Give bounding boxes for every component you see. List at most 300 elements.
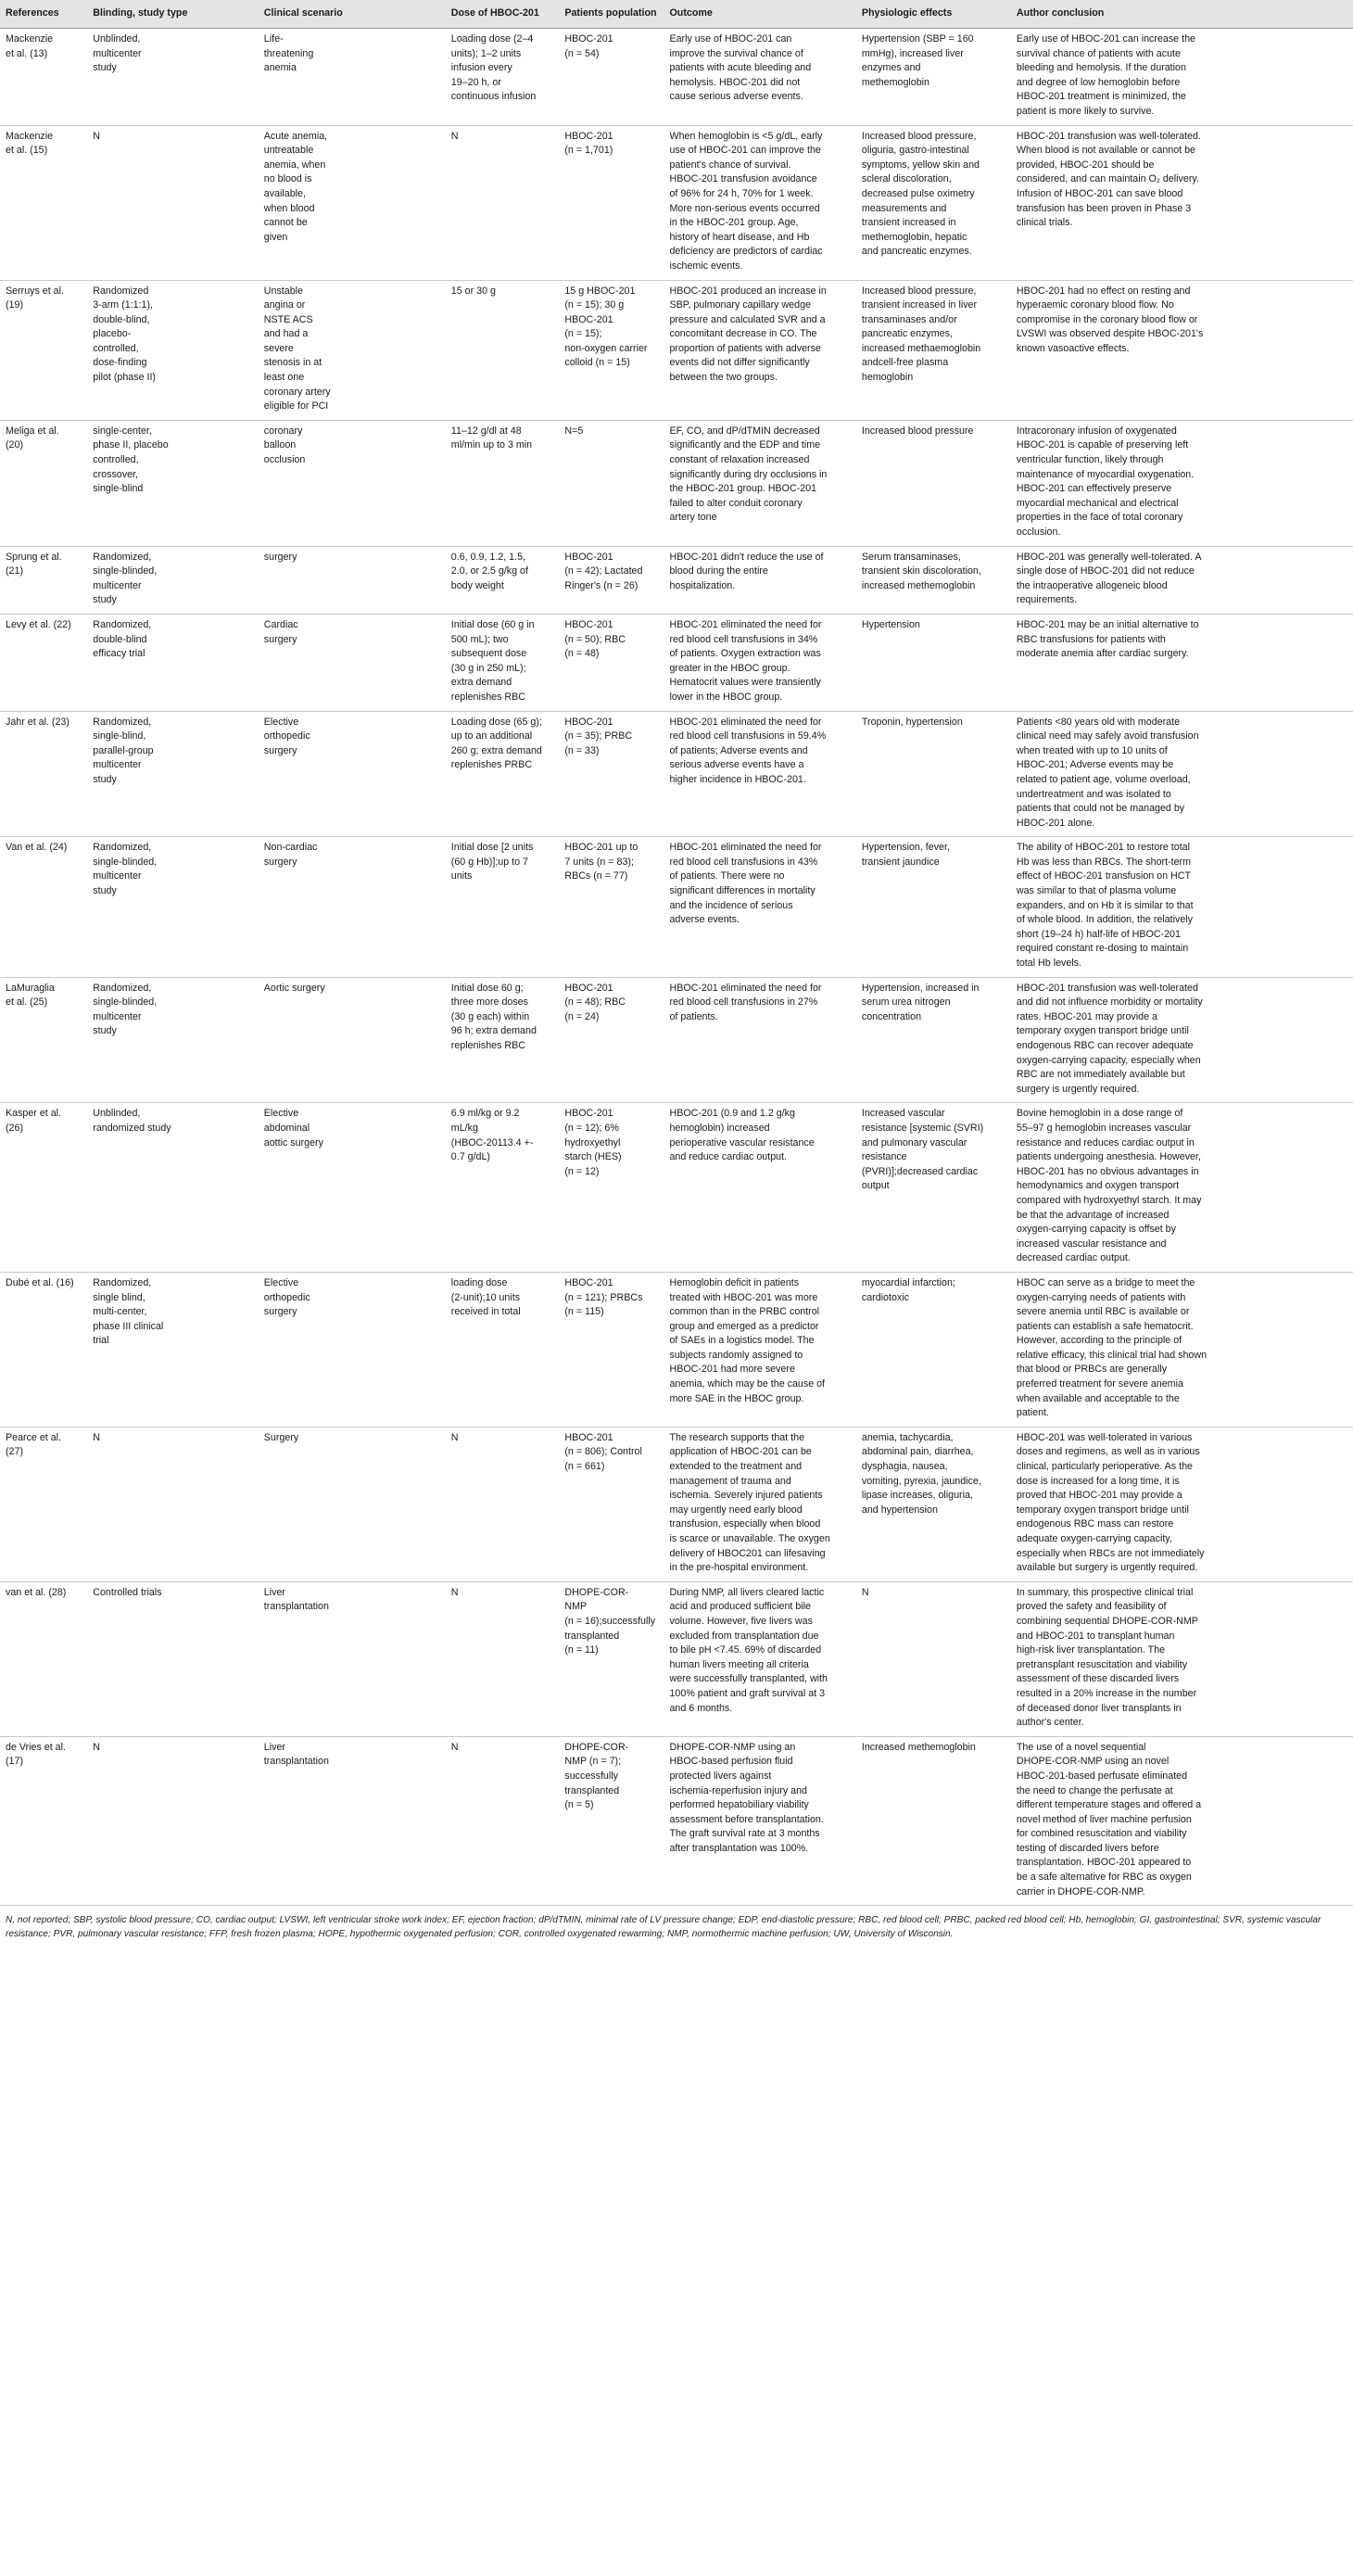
reference-cell — [0, 977, 87, 1103]
cell-text-line: the need to change the perfusate at — [1016, 1784, 1173, 1796]
reference-cell — [0, 1427, 87, 1581]
outcome-cell — [664, 1103, 855, 1273]
cell-text-line: effect of HBOC-201 transfusion on HCT — [1016, 870, 1191, 882]
cell-text-line: hospitalization. — [669, 579, 736, 591]
cell-text-line: During NMP, all livers cleared lactic — [669, 1586, 825, 1598]
cell-text-line: protected livers against — [669, 1770, 772, 1782]
cell-text-line: aottic surgery — [263, 1136, 323, 1148]
cell-text-line: of patients. — [669, 1010, 718, 1022]
cell-text-line: de Vries et al. — [6, 1741, 66, 1753]
cell-text-line: 0.7 g/dL) — [450, 1151, 490, 1163]
blinding-cell — [87, 711, 259, 837]
cell-text-line: The ability of HBOC-201 to restore total — [1016, 842, 1191, 854]
cell-text-line: single-blind, — [93, 730, 146, 742]
cell-text-line: transplantation. HBOC-201 appeared to — [1016, 1857, 1192, 1869]
outcome-cell — [664, 280, 855, 420]
cell-text-line: HBOC-201 eliminated the need for — [669, 982, 822, 994]
cell-text-line: surgery — [263, 744, 297, 756]
cell-text-line: excluded from transplantation due — [669, 1630, 819, 1642]
cell-text-line: HBOC-201; Adverse events may be — [1016, 759, 1174, 771]
cell-text-line: adequate oxygen-carrying capacity, — [1016, 1533, 1172, 1544]
population-cell — [559, 546, 664, 614]
cell-text-line: single blind, — [93, 1291, 145, 1303]
cell-text-line: HBOC-based perfusion fluid — [669, 1756, 793, 1768]
cell-text-line: required constant re-dosing to maintain — [1016, 943, 1189, 955]
cell-text-line: HBOC-201 may be an initial alternative to — [1016, 618, 1199, 630]
cell-text-line: Initial dose [2 units — [450, 842, 534, 854]
table-body — [0, 29, 1353, 1906]
cell-text-line: measurements and — [861, 202, 947, 214]
cell-text-line: transient jaundice — [861, 856, 940, 868]
cell-text-line: considered, and can maintain O₂ delivery. — [1016, 173, 1199, 185]
cell-text-line: single-blinded, — [93, 996, 158, 1009]
cell-text-line: myocardial infarction; — [861, 1276, 955, 1288]
cell-text-line: Infusion of HBOC-201 can save blood — [1016, 187, 1183, 199]
cell-text-line: Increased blood pressure, — [861, 285, 977, 297]
cell-text-line: resulted in a 20% increase in the number — [1016, 1687, 1197, 1699]
cell-text-line: anemia, tachycardia, — [861, 1431, 954, 1443]
clinical-scenario-cell — [259, 614, 446, 711]
cell-text-line: (19) — [6, 299, 24, 311]
cell-text-line: human livers meeting all criteria — [669, 1658, 809, 1670]
cell-text-line: HBOC-201 transfusion avoidance — [669, 173, 817, 185]
cell-text-line: HBOC-201 — [564, 1108, 613, 1120]
cell-text-line: compromise in the coronary blood flow or — [1016, 313, 1198, 325]
reference-cell — [0, 711, 87, 837]
column-header-outcome: Outcome — [664, 0, 855, 29]
cell-text-line: adverse events. — [669, 914, 740, 926]
cell-text-line: units — [450, 870, 473, 882]
cell-text-line: pretransplant resuscitation and viability — [1016, 1658, 1188, 1670]
cell-text-line: HBOC-201 produced an increase in — [669, 285, 827, 297]
cell-text-line: significant differences in mortality — [669, 885, 816, 897]
reference-cell — [0, 280, 87, 420]
table-row — [0, 711, 1353, 837]
cell-text-line: pilot (phase II) — [93, 372, 156, 384]
cell-text-line: increased methaemoglobin — [861, 342, 981, 354]
cell-text-line: assessment of these discarded livers — [1016, 1673, 1180, 1685]
cell-text-line: clinical trials. — [1016, 217, 1073, 229]
cell-text-line: HBOC-201 — [564, 618, 613, 630]
cell-text-line: endogenous RBC can recover adequate — [1016, 1040, 1194, 1051]
cell-text-line: survival chance of patients with acute — [1016, 47, 1181, 59]
cell-text-line: 7 units (n = 83); — [564, 856, 634, 868]
cell-text-line: clinical need may safely avoid transfusion — [1016, 730, 1199, 742]
cell-text-line: efficacy trial — [93, 648, 145, 660]
cell-text-line: of patients. Oxygen extraction was — [669, 648, 821, 660]
cell-text-line: et al. (25) — [6, 996, 48, 1009]
cell-text-line: assessment before transplantation. — [669, 1813, 824, 1825]
cell-text-line: more SAE in the HBOC group. — [669, 1392, 804, 1404]
cell-text-line: be that the advantage of increased — [1016, 1209, 1170, 1221]
reference-cell — [0, 614, 87, 711]
cell-text-line: and reduce cardiac output. — [669, 1151, 788, 1163]
cell-text-line: single-blinded, — [93, 565, 158, 577]
cell-text-line: HBOC-201 transfusion was well-tolerated — [1016, 982, 1198, 994]
author-conclusion-cell — [1011, 1736, 1353, 1906]
table-row — [0, 1103, 1353, 1273]
column-header-population: Patients population — [559, 0, 664, 29]
blinding-cell — [87, 1736, 259, 1906]
clinical-scenario-cell — [259, 420, 446, 546]
outcome-cell — [664, 1581, 855, 1736]
cell-text-line: van et al. (28) — [6, 1586, 67, 1598]
dose-cell — [446, 420, 560, 546]
cell-text-line: higher incidence in HBOC-201. — [669, 773, 806, 785]
cell-text-line: combining sequential DHOPE-COR-NMP — [1016, 1615, 1198, 1627]
cell-text-line: HBOC-201 — [564, 130, 613, 142]
cell-text-line: (n = 54) — [564, 47, 600, 59]
cell-text-line: (n = 661) — [564, 1461, 605, 1473]
cell-text-line: 55–97 g hemoglobin increases vascular — [1016, 1122, 1192, 1134]
cell-text-line: three more doses — [450, 996, 528, 1009]
outcome-cell — [664, 614, 855, 711]
cell-text-line: single dose of HBOC-201 did not reduce — [1016, 565, 1195, 577]
cell-text-line: history of heart disease, and Hb — [669, 231, 810, 243]
blinding-cell — [87, 837, 259, 977]
cell-text-line: 96 h; extra demand — [450, 1025, 537, 1037]
cell-text-line: Jahr et al. (23) — [6, 716, 70, 728]
cell-text-line: HBOC-201 — [564, 551, 613, 563]
table-row — [0, 125, 1353, 280]
cell-text-line: resistance [systemic (SVRI) — [861, 1122, 984, 1134]
cell-text-line: use of HBOC-201 can improve the — [669, 145, 821, 157]
cell-text-line: of deceased donor liver transplants in — [1016, 1702, 1182, 1714]
cell-text-line: DHOPE-COR- — [564, 1586, 629, 1598]
cell-text-line: multicenter — [93, 47, 142, 59]
cell-text-line: 6.9 ml/kg or 9.2 — [450, 1108, 520, 1120]
cell-text-line: NMP (n = 7); — [564, 1756, 622, 1768]
cell-text-line: Controlled trials — [93, 1586, 162, 1598]
cell-text-line: and the incidence of serious — [669, 899, 793, 911]
author-conclusion-cell — [1011, 420, 1353, 546]
cell-text-line: multicenter — [93, 1010, 142, 1022]
cell-text-line: transplanted — [564, 1784, 620, 1796]
column-header-dose: Dose of HBOC-201 — [446, 0, 560, 29]
dose-cell — [446, 1736, 560, 1906]
cell-text-line: abdominal pain, diarrhea, — [861, 1446, 974, 1458]
cell-text-line: improve the survival chance of — [669, 47, 803, 59]
author-conclusion-cell — [1011, 711, 1353, 837]
cell-text-line: untreatable — [263, 145, 314, 157]
cell-text-line: ischemia. Severely injured patients — [669, 1490, 823, 1502]
cell-text-line: and 6 months. — [669, 1702, 733, 1714]
cell-text-line: ml/min up to 3 min — [450, 439, 533, 451]
cell-text-line: HBOC-201 eliminated the need for — [669, 618, 822, 630]
cell-text-line: EF, CO, and dP/dTMIN decreased — [669, 425, 820, 437]
cell-text-line: maintenance of myocardial oxygenation. — [1016, 468, 1195, 480]
cell-text-line: symptoms, yellow skin and — [861, 159, 980, 171]
cell-text-line: Elective — [263, 1276, 299, 1288]
cell-text-line: were successfully transplanted, with — [669, 1673, 828, 1685]
cell-text-line: increased methemoglobin — [861, 579, 976, 591]
cell-text-line: Levy et al. (22) — [6, 618, 71, 630]
cell-text-line: 11–12 g/dl at 48 — [450, 425, 522, 437]
clinical-scenario-cell — [259, 1103, 446, 1273]
outcome-cell — [664, 125, 855, 280]
table-row — [0, 837, 1353, 977]
cell-text-line: high-risk liver transplantation. The — [1016, 1644, 1166, 1656]
cell-text-line: dose is increased for a long time, it is — [1016, 1475, 1180, 1487]
cell-text-line: Hb was less than RBCs. The short-term — [1016, 856, 1191, 868]
clinical-scenario-cell — [259, 711, 446, 837]
cell-text-line: transplantation — [263, 1601, 329, 1613]
cell-text-line: when treated with up to 10 units of — [1016, 744, 1168, 756]
cell-text-line: common than in the PRBC control — [669, 1306, 820, 1318]
dose-cell — [446, 614, 560, 711]
cell-text-line: of whole blood. In addition, the relatively — [1016, 914, 1194, 926]
cell-text-line: to bile pH <7.45. 69% of discarded — [669, 1644, 822, 1656]
cell-text-line: (n = 48) — [564, 648, 600, 660]
blinding-cell — [87, 1427, 259, 1581]
cell-text-line: HBOC-201 was well-tolerated in various — [1016, 1431, 1193, 1443]
cell-text-line: decreased cardiac output. — [1016, 1252, 1131, 1264]
reference-cell — [0, 420, 87, 546]
physiologic-effects-cell — [856, 420, 1011, 546]
cell-text-line: (n = 1,701) — [564, 145, 613, 157]
cell-text-line: Life- — [263, 33, 284, 44]
cell-text-line: (n = 16);successfully — [564, 1615, 656, 1627]
population-cell — [559, 420, 664, 546]
cell-text-line: of patients. There were no — [669, 870, 785, 882]
cell-text-line: When blood is not available or cannot be — [1016, 145, 1195, 157]
cell-text-line: study — [93, 1025, 117, 1037]
dose-cell — [446, 1427, 560, 1581]
cell-text-line: and hypertension — [861, 1504, 938, 1516]
physiologic-effects-cell — [856, 1427, 1011, 1581]
cell-text-line: RBC transfusions for patients with — [1016, 633, 1166, 645]
cell-text-line: HBOC-201 — [564, 982, 613, 994]
cell-text-line: red blood cell transfusions in 27% — [669, 996, 818, 1009]
cell-text-line: HBOC-201 — [564, 313, 613, 325]
cell-text-line: The graft survival rate at 3 months — [669, 1828, 820, 1840]
cell-text-line: (n = 121); PRBCs — [564, 1291, 643, 1303]
physiologic-effects-cell — [856, 125, 1011, 280]
cell-text-line: (30 g in 250 mL); — [450, 662, 526, 674]
cell-text-line: volume. However, five livers was — [669, 1615, 813, 1627]
outcome-cell — [664, 29, 855, 126]
cell-text-line: given — [263, 231, 288, 243]
cell-text-line: HBOC-201 eliminated the need for — [669, 842, 822, 854]
cell-text-line: The research supports that the — [669, 1431, 805, 1443]
cell-text-line: (n = 15); — [564, 328, 602, 340]
cell-text-line: Initial dose 60 g; — [450, 982, 524, 994]
cell-text-line: surgery — [263, 856, 297, 868]
table-row — [0, 614, 1353, 711]
cell-text-line: (27) — [6, 1446, 24, 1458]
cell-text-line: doses and regimens, as well as in various — [1016, 1446, 1200, 1458]
cell-text-line: N — [450, 1431, 459, 1443]
physiologic-effects-cell — [856, 837, 1011, 977]
cell-text-line: 3-arm (1:1:1), — [93, 299, 154, 311]
cell-text-line: Patients <80 years old with moderate — [1016, 716, 1181, 728]
cell-text-line: non-oxygen carrier — [564, 342, 648, 354]
author-conclusion-cell — [1011, 614, 1353, 711]
cell-text-line: Mackenzie — [6, 33, 54, 44]
cell-text-line: no blood is — [263, 173, 312, 185]
cell-text-line: Hypertension, fever, — [861, 842, 950, 854]
cell-text-line: in the pre-hospital environment. — [669, 1562, 809, 1574]
cell-text-line: loading dose — [450, 1276, 508, 1288]
cell-text-line: randomized study — [93, 1122, 171, 1134]
cell-text-line: oxygen-carrying capacity, especially when — [1016, 1054, 1201, 1066]
dose-cell — [446, 29, 560, 126]
cell-text-line: the intraoperative allogeneic blood — [1016, 579, 1168, 591]
cell-text-line: stenosis in at — [263, 357, 322, 369]
cell-text-line: and did not influence morbidity or mortality — [1016, 996, 1203, 1009]
cell-text-line: HBOC-201 alone. — [1016, 817, 1095, 829]
cell-text-line: after transplantation was 100%. — [669, 1842, 809, 1854]
reference-cell — [0, 1272, 87, 1427]
table-row — [0, 1736, 1353, 1906]
blinding-cell — [87, 280, 259, 420]
cell-text-line: relative efficacy, this clinical trial had shown — [1016, 1349, 1208, 1361]
cell-text-line: surgery — [263, 551, 297, 563]
cell-text-line: transfusion has been proven in Phase 3 — [1016, 202, 1192, 214]
cell-text-line: coronary artery — [263, 386, 331, 398]
physiologic-effects-cell — [856, 977, 1011, 1103]
blinding-cell — [87, 29, 259, 126]
cell-text-line: multicenter — [93, 759, 142, 771]
cell-text-line: Initial dose (60 g in — [450, 618, 535, 630]
clinical-scenario-cell — [259, 837, 446, 977]
cell-text-line: balloon — [263, 439, 297, 451]
cell-text-line: units); 1–2 units — [450, 47, 522, 59]
physiologic-effects-cell — [856, 1272, 1011, 1427]
cell-text-line: mmHg), increased liver — [861, 47, 964, 59]
cell-text-line: Randomized, — [93, 842, 152, 854]
cell-text-line: performed hepatobiliary viability — [669, 1799, 809, 1811]
cell-text-line: greater in the HBOC group. — [669, 662, 790, 674]
cell-text-line: red blood cell transfusions in 43% — [669, 856, 818, 868]
cell-text-line: replenishes RBC — [450, 691, 525, 703]
cell-text-line: DHOPE-COR-NMP using an novel — [1016, 1756, 1170, 1768]
cell-text-line: RBCs (n = 77) — [564, 870, 628, 882]
cell-text-line: transplanted — [564, 1630, 620, 1642]
cell-text-line: et al. (15) — [6, 145, 48, 157]
cell-text-line: and HBOC-201 to transplant human — [1016, 1630, 1175, 1642]
dose-cell — [446, 546, 560, 614]
cell-text-line: N — [450, 1741, 459, 1753]
cell-text-line: Sprung et al. — [6, 551, 62, 563]
cell-text-line: subsequent dose — [450, 648, 527, 660]
cell-text-line: Acute anemia, — [263, 130, 328, 142]
population-cell — [559, 280, 664, 420]
cell-text-line: patients undergoing anesthesia. However, — [1016, 1151, 1201, 1163]
cell-text-line: HBOC-201 transfusion was well-tolerated. — [1016, 130, 1201, 142]
reference-cell — [0, 546, 87, 614]
cell-text-line: Increased methemoglobin — [861, 1741, 976, 1753]
cell-text-line: and had a — [263, 328, 309, 340]
cell-text-line: N — [450, 130, 459, 142]
cell-text-line: (n = 15); 30 g — [564, 299, 625, 311]
population-cell — [559, 1581, 664, 1736]
author-conclusion-cell — [1011, 1581, 1353, 1736]
cell-text-line: and pancreatic enzymes. — [861, 246, 972, 258]
cell-text-line: HBOC-201 treatment is minimized, the — [1016, 91, 1186, 103]
cell-text-line: Hypertension, increased in — [861, 982, 980, 994]
cell-text-line: Loading dose (2–4 — [450, 33, 534, 44]
cell-text-line: trial — [93, 1335, 109, 1347]
cell-text-line: 2.0, or 2.5 g/kg of — [450, 565, 528, 577]
cell-text-line: especially when RBCs are not immediately — [1016, 1547, 1205, 1559]
cell-text-line: hemoglobin) increased — [669, 1122, 770, 1134]
cell-text-line: Meliga et al. — [6, 425, 59, 437]
cell-text-line: (n = 11) — [564, 1644, 599, 1656]
cell-text-line: HBOC-201 — [564, 33, 613, 44]
cell-text-line: HBOC-201 — [564, 1276, 613, 1288]
cell-text-line: anemia, when — [263, 159, 326, 171]
cell-text-line: HBOC-201 had no effect on resting and — [1016, 285, 1191, 297]
cell-text-line: acid and produced sufficient bile — [669, 1601, 811, 1613]
cell-text-line: Randomized, — [93, 618, 152, 630]
cell-text-line: Mackenzie — [6, 130, 54, 142]
cell-text-line: oliguria, gastro-intestinal — [861, 145, 969, 157]
outcome-cell — [664, 1736, 855, 1906]
cell-text-line: myocardial mechanical and electrical — [1016, 497, 1179, 509]
dose-cell — [446, 1272, 560, 1427]
cell-text-line: clinical, particularly perioperative. As the — [1016, 1461, 1193, 1473]
cell-text-line: (HBOC-20113.4 +- — [450, 1136, 534, 1148]
cell-text-line: The use of a novel sequential — [1016, 1741, 1146, 1753]
cell-text-line: Hypertension — [861, 618, 920, 630]
population-cell — [559, 1272, 664, 1427]
cell-text-line: Dubé et al. (16) — [6, 1276, 74, 1288]
cell-text-line: methemoglobin, hepatic — [861, 231, 967, 243]
dose-cell — [446, 125, 560, 280]
population-cell — [559, 1427, 664, 1581]
cell-text-line: was similar to that of plasma volume — [1016, 885, 1177, 897]
cell-text-line: HBOC-201 is capable of preserving left — [1016, 439, 1189, 451]
cell-text-line: failed to alter conduit coronary — [669, 497, 803, 509]
cell-text-line: Surgery — [263, 1431, 299, 1443]
clinical-scenario-cell — [259, 1736, 446, 1906]
dose-cell — [446, 280, 560, 420]
population-cell — [559, 1103, 664, 1273]
cell-text-line: the HBOC-201 group. HBOC-201 — [669, 483, 817, 495]
cell-text-line: double-blind, — [93, 313, 150, 325]
reference-cell — [0, 1581, 87, 1736]
cell-text-line: oxygen-carrying needs of patients with — [1016, 1291, 1186, 1303]
cell-text-line: occlusion — [263, 454, 306, 466]
cell-text-line: Troponin, hypertension — [861, 716, 963, 728]
cell-text-line: novel method of liver machine perfusion — [1016, 1813, 1192, 1825]
cell-text-line: mL/kg — [450, 1122, 478, 1134]
cell-text-line: Elective — [263, 716, 299, 728]
cell-text-line: (n = 5) — [564, 1799, 594, 1811]
outcome-cell — [664, 711, 855, 837]
cell-text-line: angina or — [263, 299, 306, 311]
cell-text-line: DHOPE-COR-NMP using an — [669, 1741, 796, 1753]
physiologic-effects-cell — [856, 1736, 1011, 1906]
cell-text-line: author's center. — [1016, 1717, 1084, 1729]
cell-text-line: extended to the treatment and — [669, 1461, 803, 1473]
cell-text-line: double-blind — [93, 633, 147, 645]
cell-text-line: multicenter — [93, 579, 142, 591]
cell-text-line: (n = 806); Control — [564, 1446, 642, 1458]
cell-text-line: threatening — [263, 47, 314, 59]
author-conclusion-cell — [1011, 125, 1353, 280]
population-cell — [559, 1736, 664, 1906]
cell-text-line: starch (HES) — [564, 1151, 622, 1163]
cell-text-line: short (19–24 h) half-life of HBOC-201 — [1016, 928, 1181, 940]
reference-cell — [0, 1103, 87, 1273]
cell-text-line: N — [93, 1431, 100, 1443]
author-conclusion-cell — [1011, 546, 1353, 614]
cell-text-line: HBOC-201 had more severe — [669, 1364, 795, 1376]
table-row — [0, 546, 1353, 614]
physiologic-effects-cell — [856, 711, 1011, 837]
